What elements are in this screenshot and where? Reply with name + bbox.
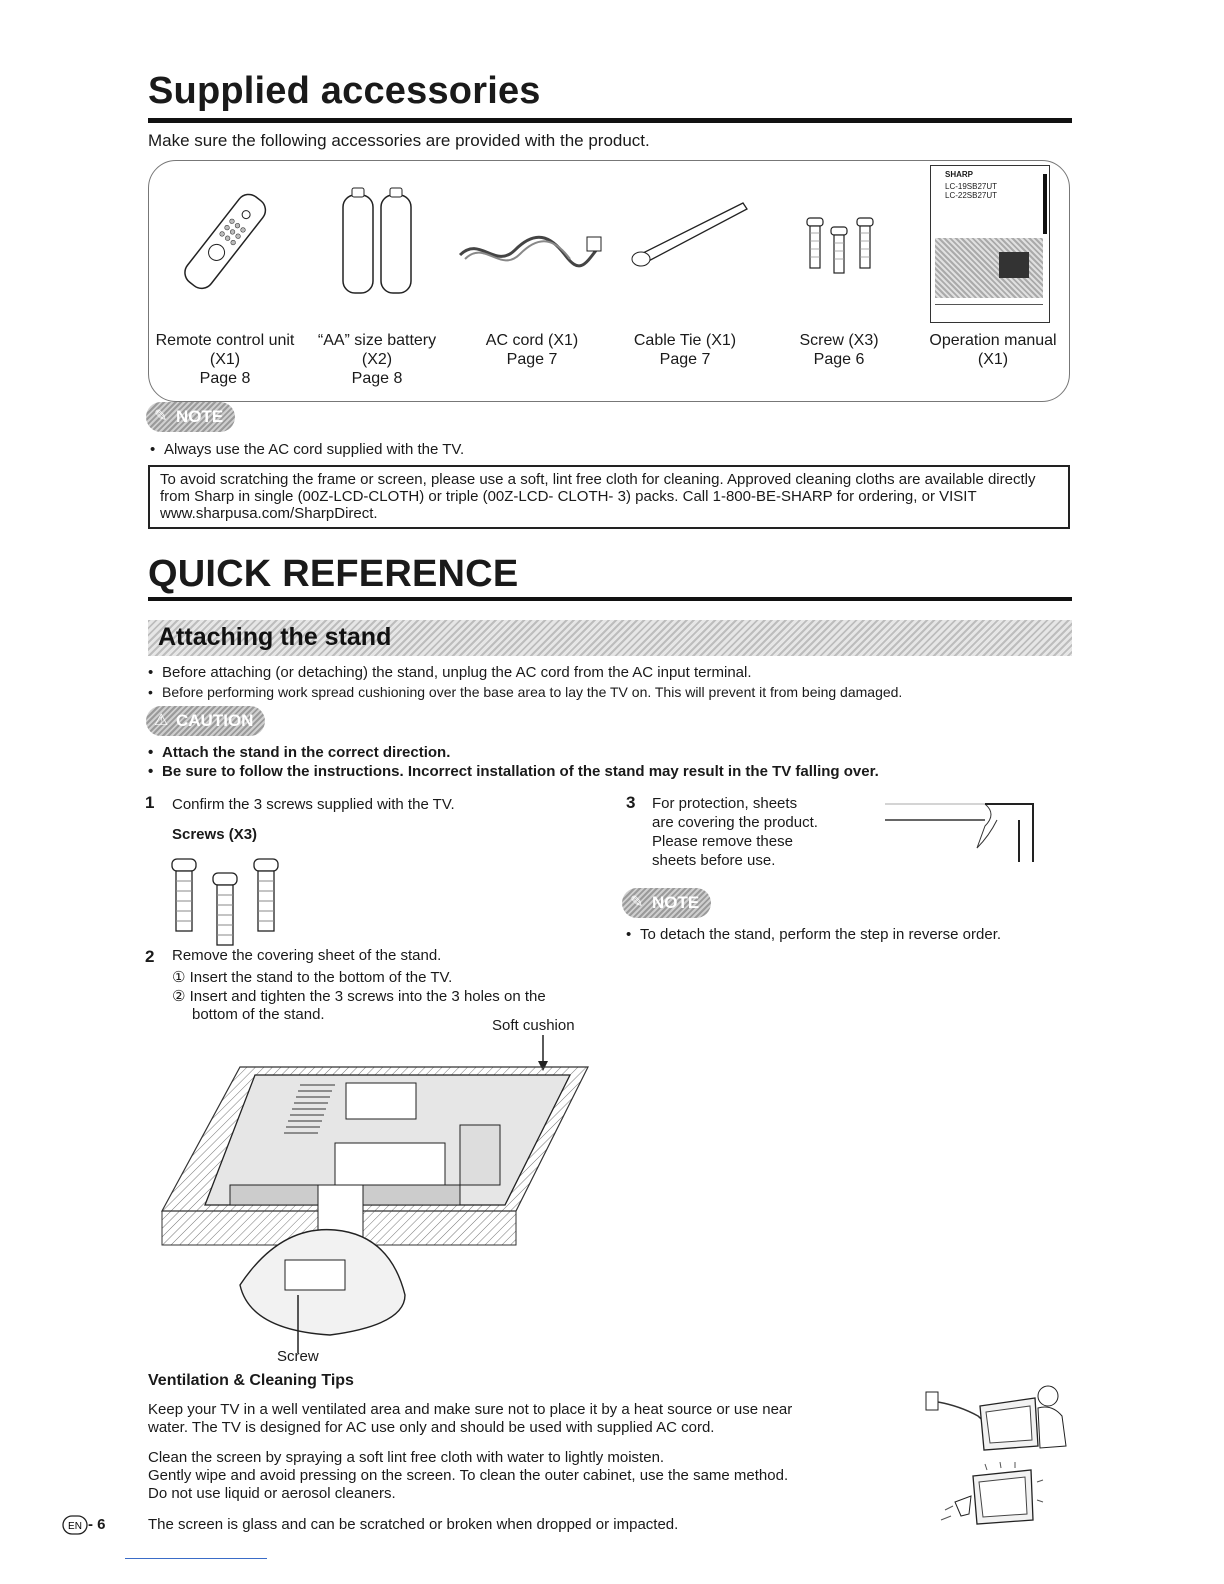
step-1-screws-illustration — [170, 855, 280, 947]
screw-label: Screw — [277, 1348, 319, 1365]
step-2-number: 2 — [145, 947, 155, 966]
ac-cord-illustration — [455, 225, 605, 275]
manual-model-1: LC-19SB27UT — [945, 182, 998, 191]
step-1-number: 1 — [145, 793, 155, 812]
step-3-line-2: are covering the product. — [652, 814, 818, 831]
screws-label: Screws (X3) — [172, 826, 258, 843]
tv-screen-illustration — [925, 1462, 1045, 1538]
soft-cushion-label: Soft cushion — [492, 1017, 575, 1034]
quick-reference-title: QUICK REFERENCE — [148, 553, 519, 595]
quick-rule — [148, 597, 1072, 601]
step-2a: ① Insert the stand to the bottom of the TV. — [172, 969, 453, 986]
tv-cleaning-illustration — [920, 1376, 1076, 1458]
ventilation-tips-title: Ventilation & Cleaning Tips — [148, 1372, 354, 1389]
language-code: EN — [68, 1521, 82, 1532]
pen-icon: ✎ — [630, 894, 644, 911]
cable-tie-illustration — [625, 195, 750, 275]
pen-icon: ✎ — [154, 408, 168, 425]
step-3-note-bullet: • To detach the stand, perform the step in reverse order. — [626, 926, 1002, 943]
accessory-battery: “AA” size battery (X2) Page 8 — [317, 332, 437, 387]
note-bullet: • Always use the AC cord supplied with the TV. — [150, 441, 465, 458]
accessory-ac-cord: AC cord (X1) Page 7 — [485, 332, 579, 368]
caution-line-2: • Be sure to follow the instructions. Incorrect installation of the stand may result in the TV falling over. — [148, 763, 879, 780]
step-3-line-3: Please remove these — [652, 833, 793, 850]
language-badge — [62, 1515, 88, 1535]
accessories-intro: Make sure the following accessories are provided with the product. — [148, 131, 650, 150]
accessory-cable-tie: Cable Tie (X1) Page 7 — [633, 332, 737, 368]
tips-paragraph-1: Keep your TV in a well ventilated area and make sure not to place it by a heat source or use near water. The TV is designed for AC use only and should be used with supplied AC cord. — [148, 1401, 793, 1436]
step-3-number: 3 — [626, 793, 636, 812]
page-number: - 6 — [88, 1516, 106, 1533]
title-rule — [148, 118, 1072, 123]
caution-badge: ⚠ CAUTION — [146, 706, 265, 736]
step-3-line-1: For protection, sheets — [652, 795, 798, 812]
step-3-note-badge: ✎ NOTE — [622, 888, 711, 918]
attaching-stand-banner: Attaching the stand — [148, 620, 1072, 656]
bottom-link-line — [125, 1558, 267, 1559]
tv-stand-illustration — [160, 1035, 592, 1355]
tips-paragraph-2: Clean the screen by spraying a soft lint free cloth with water to lightly moisten. Gently wipe and avoid pressing on the screen. To clean the outer cabinet, use the same method. Do not use liquid or aerosol cleaners. — [148, 1449, 789, 1502]
protection-sheet-illustration — [885, 800, 1045, 864]
accessory-screw: Screw (X3) Page 6 — [799, 332, 879, 368]
manual-brand: SHARP — [945, 170, 974, 179]
remote-control-illustration — [175, 185, 275, 295]
accessory-remote: Remote control unit (X1) Page 8 — [155, 332, 295, 387]
manual-model-2: LC-22SB27UT — [945, 191, 998, 200]
attach-bullet-2: • Before performing work spread cushioning over the base area to lay the TV on. This will prevent it from being damaged. — [148, 684, 903, 700]
step-3-line-4: sheets before use. — [652, 852, 776, 869]
attach-bullet-1: • Before attaching (or detaching) the stand, unplug the AC cord from the AC input terminal. — [148, 664, 752, 681]
cleaning-cloth-notice: To avoid scratching the frame or screen, please use a soft, lint free cloth for cleaning. Approved cleaning cloths are available directly from Sharp in single (00Z-LCD-CLOTH) or triple (00Z-LCD- CLOTH- 3) packs. Call 1-800-BE-SHARP for ordering, or VISIT www.sharpusa.com/SharpDirect. — [148, 465, 1070, 529]
supplied-accessories-title: Supplied accessories — [148, 70, 541, 112]
accessory-manual: Operation manual (X1) — [929, 332, 1057, 368]
step-1-text: Confirm the 3 screws supplied with the TV. — [172, 796, 455, 813]
step-2b-cont: bottom of the stand. — [192, 1006, 325, 1023]
battery-illustration — [338, 185, 418, 297]
screws-illustration — [805, 215, 877, 275]
step-2-text: Remove the covering sheet of the stand. — [172, 947, 442, 964]
caution-icon: ⚠ — [154, 712, 169, 729]
tips-paragraph-3: The screen is glass and can be scratched or broken when dropped or impacted. — [148, 1516, 679, 1533]
caution-line-1: • Attach the stand in the correct direction. — [148, 744, 451, 761]
note-badge: ✎ NOTE — [146, 402, 235, 432]
step-2b: ② Insert and tighten the 3 screws into the 3 holes on the — [172, 988, 546, 1005]
operation-manual-illustration — [930, 165, 1050, 323]
